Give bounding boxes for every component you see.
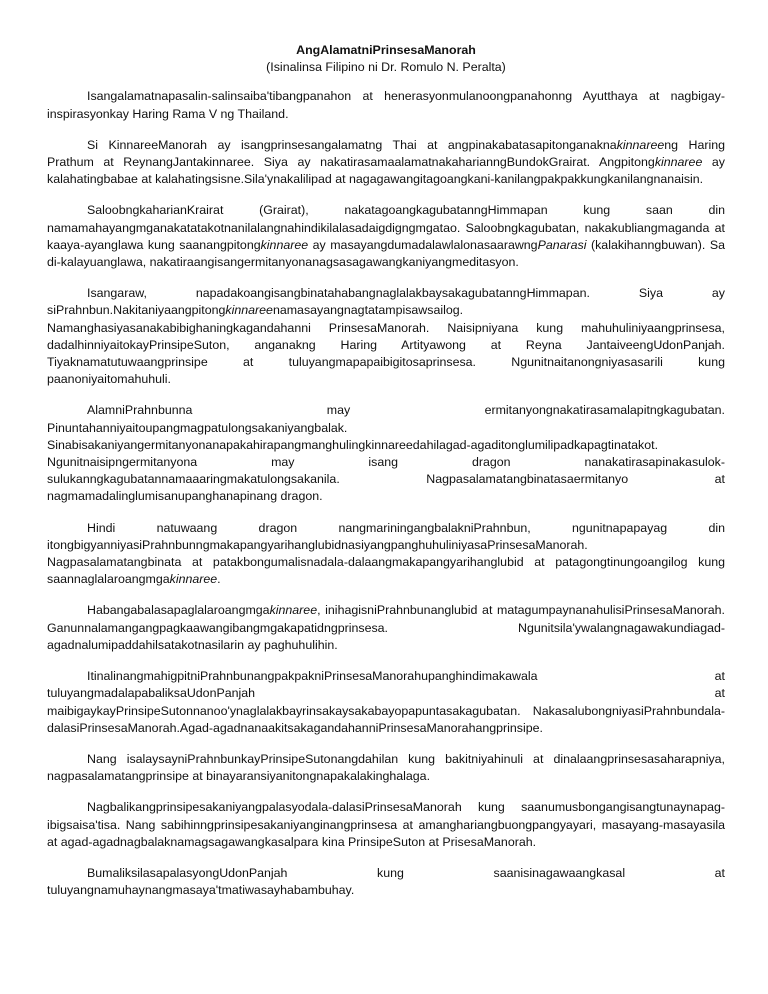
- paragraph-text: ng Haring Prathum at ReynangJantakinnaree. Siya ay nakatirasamaalamatnakaharianngBundokGrairat. Angpitong: [47, 137, 725, 170]
- paragraph-text: Hindi natuwaang dragon nangmariningangbalakniPrahnbun, ngunitnapapayag din itongbigyanniyasiPrahnbunngmakapangyarihanglubidnasiyangpanghuhuliniyasaPrinsesaManorah. Nagpasalamatangbinata at patakbongumalisnadala-dalaangmakapangyarihanglubid at patagongtinungoangilog kung saannaglalaroangmga: [47, 520, 725, 587]
- story-paragraph: [47, 88, 725, 122]
- paragraph-text: (kalakihanngbuwan). Sa di-kalayuanglawa, nakatiraangisangermitanyonanagsasagawangkaniyangmeditasyon.: [47, 237, 725, 270]
- paragraph-text: Si KinnareeManorah ay isangprinsesangalamatng Thai at angpinakabatasapitonganakna: [87, 137, 617, 152]
- story-paragraph: [47, 799, 725, 851]
- italic-term: kinnaree: [269, 603, 318, 618]
- italic-term: kinnaree: [616, 137, 665, 152]
- paragraph-text: SaloobngkaharianKrairat (Grairat), nakatagoangkagubatanngHimmapan kung saan din namamahayangmganakatatakotnanilalangnahindikilalasadaigdigngmgatao. Saloobngkagubatan, nakakubliangmaganda at kaaya-ayanglawa kung saanangpitong: [47, 203, 725, 252]
- story-body: [47, 88, 725, 899]
- paragraph-text: namasayangnagtatampisawsailog. Namanghasiyasanakabibighaningkagandahanni PrinsesaManorah. Naisipniyana kung mahuhuliniyaangprinsesa, dadalhinniyaitokayPrinsipeSuton, anganakng Haring Artityawong at Reyna JantaiveengUdonPanjah. Tiyaknamatutuwaangprinsipe at tuluyangmapapaibigitosaprinsesa. Ngunitnaitanongniyasasarili kung paanoniyaitomahuhuli.: [47, 303, 725, 387]
- story-paragraph: [47, 402, 725, 505]
- story-paragraph: [47, 202, 725, 271]
- paragraph-text: Nang isalaysayniPrahnbunkayPrinsipeSutonangdahilan kung bakitniyahinuli at dinalaangprinsesasaharapniya, nagpasalamatangprinsipe at binayaransiyanitongnapakalakinghalaga.: [47, 751, 725, 784]
- paragraph-text: , inihagisniPrahnbunanglubid at matagumpaynanahulisiPrinsesaManorah. Ganunnalamangangpagkaawangibangmgakapatidngprinsesa. Ngunitsila'ywalangnagawakundiagad-agadnalumipaddahilsatakotnasilarin ay paghuhulihin.: [47, 603, 725, 652]
- story-paragraph: [47, 602, 725, 654]
- document-page: [47, 42, 725, 899]
- paragraph-text: AlamniPrahnbunna may ermitanyongnakatirasamalapitngkagubatan. Pinuntahanniyaitoupangmagpatulongsakaniyangbalak. Sinabisakaniyangermitanyonanapakahirapangmanghulingkinnareedahilagad-agaditonglumilipadkapagtinatakot. Ngunitnaisipngermitanyona may isang dragon nanakatirasapinakasulok-sulukanngkagubatannamaaaringmakatulongsakanila. Nagpasalamatangbinatasaermitanyo at nagmamadalinglumisanupanghanapinang dragon.: [47, 403, 725, 504]
- paragraph-text: Isangaraw, napadakoangisangbinatahabangnaglalakbaysakagubatanngHimmapan. Siya ay siPrahnbun.Nakitaniyaangpitong: [47, 286, 725, 318]
- paragraph-text: Nagbalikangprinsipesakaniyangpalasyodala-dalasiPrinsesaManorah kung saanumusbongangisangtunaynapag-ibigsaisa'tisa. Nang sabihinngprinsipesakaniyanginangprinsesa at amanghariangbuongpangyayari, masayang-masayasila at agad-agadnagbalaknamagsagawangkasalpara kina PrinsipeSuton at PrisesaManorah.: [47, 800, 725, 849]
- document-subtitle: (Isinalinsa Filipino ni Dr. Romulo N. Peralta): [266, 60, 506, 75]
- paragraph-text: .: [217, 572, 221, 587]
- paragraph-text: BumaliksilasapalasyongUdonPanjah kung saanisinagawaangkasal at tuluyangnamuhaynangmasaya'tmatiwasayhabambuhay.: [47, 865, 725, 898]
- paragraph-text: ItinalinangmahigpitniPrahnbunangpakpakniPrinsesaManorahupanghindimakawala at tuluyangmadalapabaliksaUdonPanjah at maibigaykayPrinsipeSutonnanoo'ynaglalakbayrinsakaysakabayopapuntasakagubatan. NakasalubongniyasiPrahnbundala-dalasiPrinsesaManorah.Agad-agadnanaakitsakagandahanniPrinsesaManorahangprinsipe.: [47, 669, 725, 735]
- italic-term: kinnaree: [169, 572, 218, 587]
- story-paragraph: [47, 751, 725, 785]
- paragraph-text: Isangalamatnapasalin-salinsaiba'tibangpanahon at henerasyonmulanoongpanahonng Ayutthaya at nagbigay-inspirasyonkay Haring Rama V ng Thailand.: [47, 89, 725, 121]
- document-title: AngAlamatniPrinsesaManorah: [296, 43, 476, 57]
- paragraph-text: ay kalahatingbabae at kalahatingsisne.Sila'ynakalilipad at nagagawangitagoangkani-kanilangpakpakkungkanilangnanaisin.: [47, 155, 726, 187]
- paragraph-text: ay masayangdumadalawlalonasaarawng: [308, 237, 538, 252]
- paragraph-text: Habangabalasapaglalaroangmga: [87, 603, 270, 618]
- story-paragraph: [47, 668, 725, 737]
- italic-term: kinnaree: [260, 237, 309, 252]
- story-paragraph: [47, 520, 725, 589]
- italic-term: kinnaree: [225, 303, 273, 318]
- italic-term: kinnaree: [654, 155, 703, 170]
- story-paragraph: [47, 137, 725, 189]
- story-paragraph: [47, 865, 725, 899]
- italic-term: Panarasi: [537, 237, 587, 252]
- story-paragraph: [47, 285, 725, 388]
